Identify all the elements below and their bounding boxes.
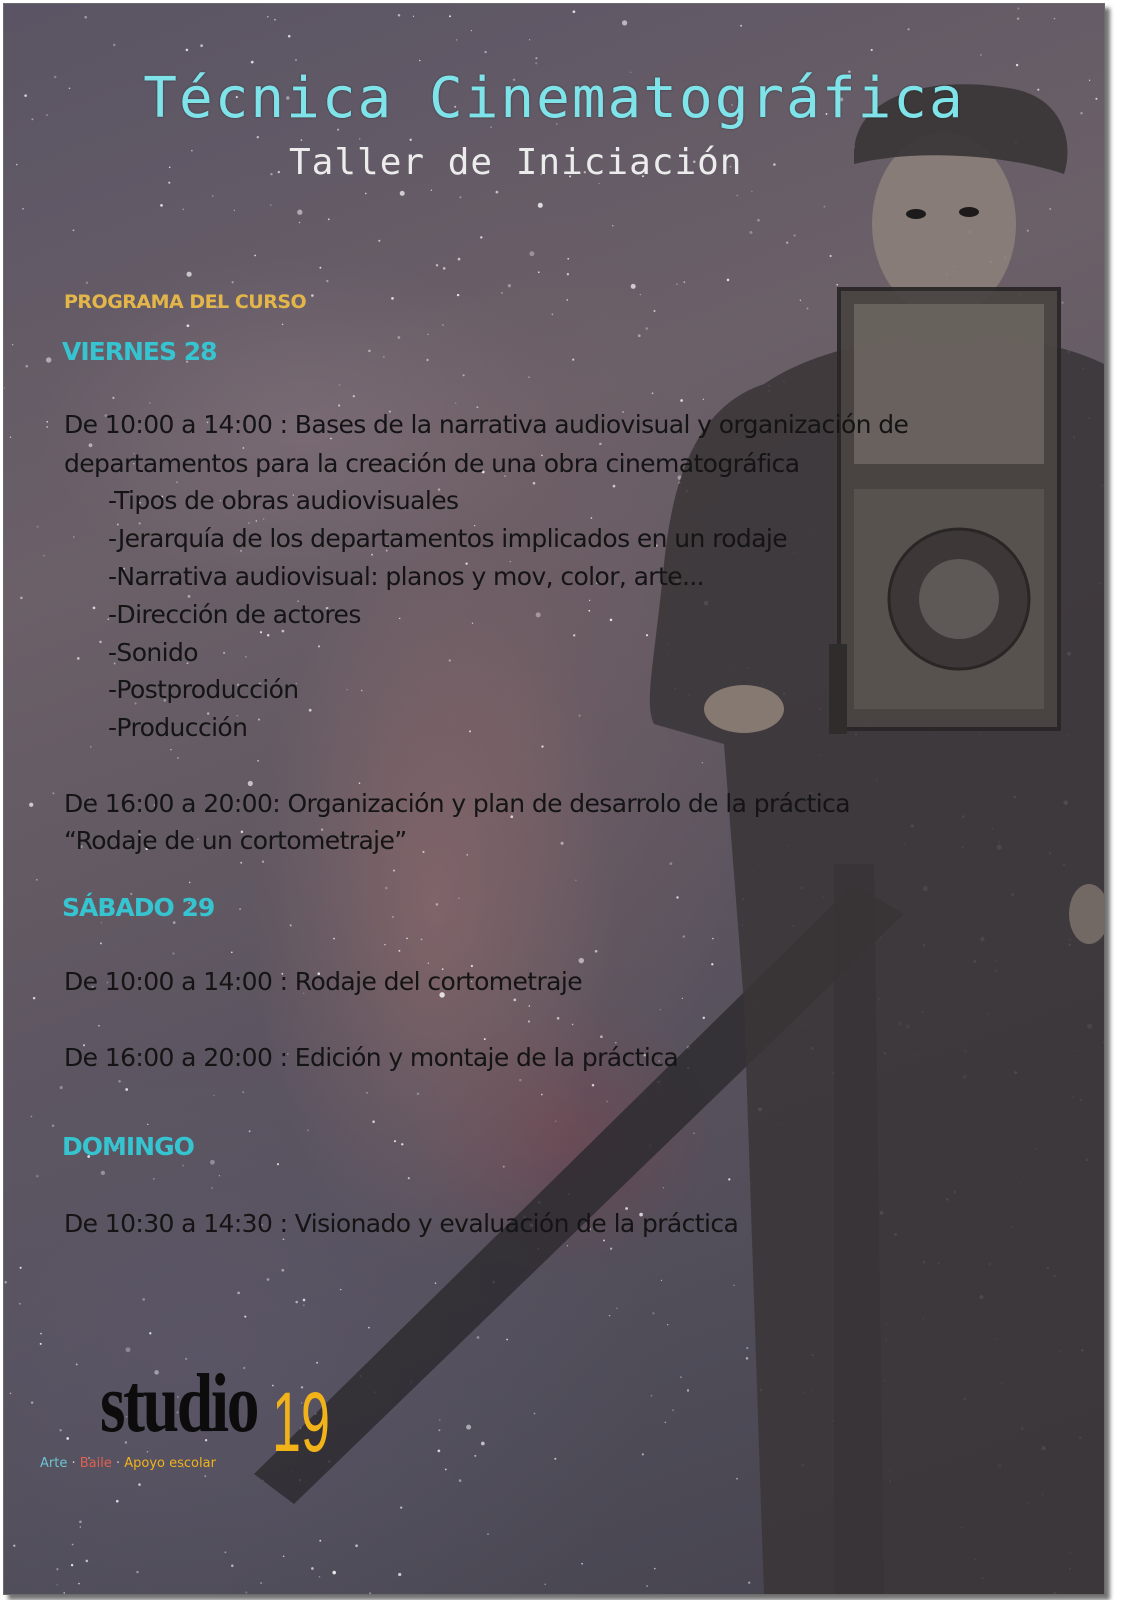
session-item: -Producción — [108, 713, 248, 742]
logo-tagline: Arte · Baile · Apoyo escolar — [40, 1456, 216, 1471]
session-item: -Dirección de actores — [108, 600, 361, 629]
tagline-apoyo: Apoyo escolar — [124, 1456, 216, 1471]
session-item: -Sonido — [108, 638, 198, 667]
logo-word: studio — [100, 1357, 258, 1450]
poster — [3, 3, 1105, 1595]
session-line: De 10:00 a 14:00 : Rodaje del cortometraje — [64, 967, 583, 996]
program-label: PROGRAMA DEL CURSO — [64, 291, 307, 313]
logo-number: 19 — [272, 1375, 330, 1469]
tagline-baile: Baile — [79, 1456, 112, 1471]
tagline-arte: Arte — [40, 1456, 68, 1471]
session-line: departamentos para la creación de una obra cinematográfica — [64, 449, 800, 478]
session-item: -Postproducción — [108, 675, 299, 704]
session-item: -Tipos de obras audiovisuales — [108, 486, 459, 515]
session-item: -Jerarquía de los departamentos implicados en un rodaje — [108, 524, 788, 553]
day-heading-sabado: SÁBADO 29 — [62, 893, 215, 922]
poster-subtitle: Taller de Iniciación — [289, 142, 743, 183]
session-line: De 16:00 a 20:00 : Edición y montaje de la práctica — [64, 1043, 679, 1072]
day-heading-viernes: VIERNES 28 — [62, 337, 217, 366]
poster-title: Técnica Cinematográfica — [143, 66, 965, 131]
session-line: De 10:00 a 14:00 : Bases de la narrativa audiovisual y organización de — [64, 410, 909, 439]
session-item: -Narrativa audiovisual: planos y mov, color, arte... — [108, 562, 705, 591]
session-line: “Rodaje de un cortometraje” — [64, 826, 407, 855]
day-heading-domingo: DOMINGO — [62, 1132, 194, 1161]
session-line: De 10:30 a 14:30 : Visionado y evaluación de la práctica — [64, 1209, 739, 1238]
session-line: De 16:00 a 20:00: Organización y plan de desarrolo de la práctica — [64, 789, 850, 818]
